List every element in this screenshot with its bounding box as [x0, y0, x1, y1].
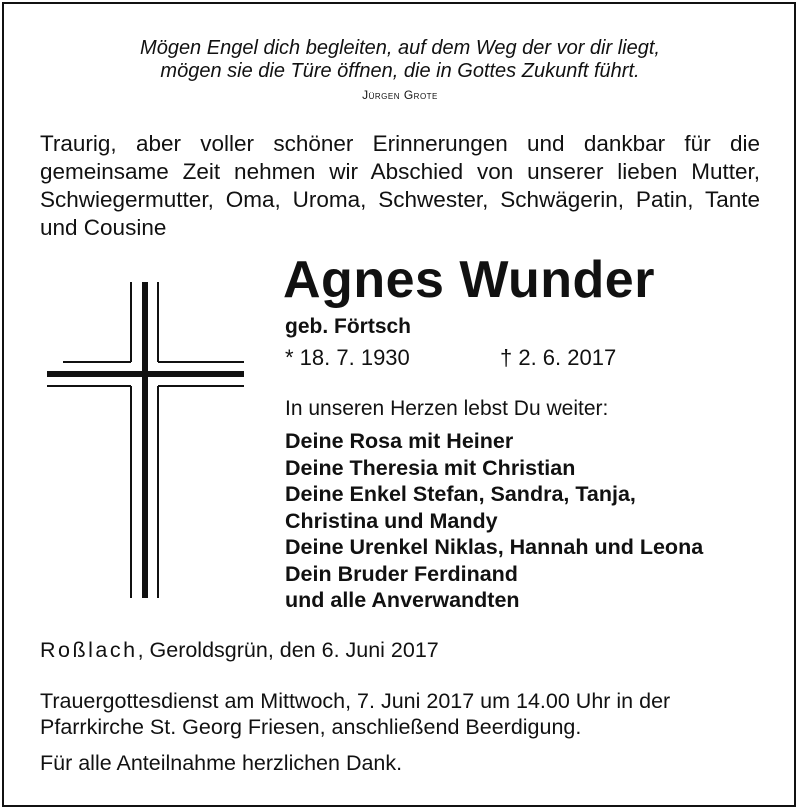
place-date	[40, 638, 439, 663]
family-line: Christina und Mandy	[285, 508, 498, 533]
family-list	[285, 428, 703, 614]
quote-line-1: Mögen Engel dich begleiten, auf dem Weg der vor dir liegt,	[140, 37, 660, 59]
intro-text: Traurig, aber voller schöner Erinnerungen und dankbar für die gemeinsame Zeit nehmen wir Abschied von unserer lieben Mutter, Schwiegermutter, Oma, Uroma, Schwester, Schwägerin, Patin, Tante und Cousine	[40, 131, 760, 240]
family-line: Deine Urenkel Niklas, Hannah und Leona	[285, 535, 704, 559]
family-line: Deine Enkel Stefan, Sandra, Tanja,	[285, 482, 636, 506]
deceased-name: Agnes Wunder	[283, 251, 655, 309]
place-town: Roßlach	[40, 638, 138, 662]
service-info: Trauergottesdienst am Mittwoch, 7. Juni 2017 um 14.00 Uhr in der Pfarrkirche St. Georg Friesen, anschließend Beerdigung.	[40, 689, 671, 739]
family-line: Dein Bruder Ferdinand	[285, 561, 518, 586]
cross-icon	[45, 280, 250, 610]
thanks-text: Für alle Anteilnahme herzlichen Dank.	[40, 751, 403, 775]
heart-line: In unseren Herzen lebst Du weiter:	[285, 397, 609, 420]
place-rest: , Geroldsgrün, den 6. Juni 2017	[137, 638, 439, 662]
maiden-name: geb. Förtsch	[285, 315, 412, 338]
death-date: † 2. 6. 2017	[500, 345, 617, 370]
family-line: Deine Rosa mit Heiner	[285, 429, 514, 453]
family-line: und alle Anverwandten	[285, 588, 520, 612]
quote-line-2: mögen sie die Türe öffnen, die in Gottes Zukunft führt.	[160, 60, 640, 82]
quote-author: Jürgen Grote	[362, 88, 438, 102]
birth-date: * 18. 7. 1930	[285, 345, 410, 370]
family-line: Deine Theresia mit Christian	[285, 455, 576, 480]
